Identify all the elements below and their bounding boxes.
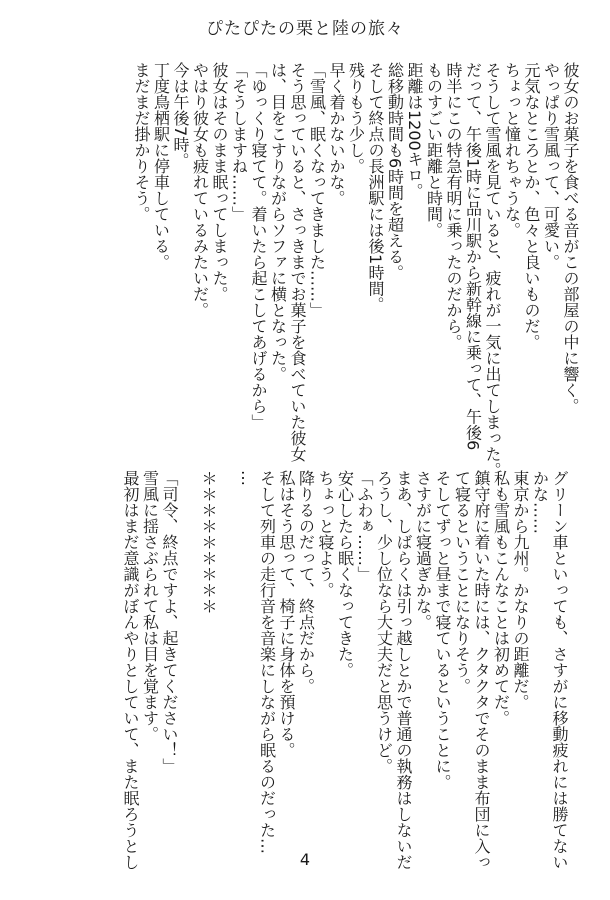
text-line: て寝るということになりそう。	[452, 470, 472, 694]
text-line: そして列車の走行音を音楽にしながら眠るのだった…	[257, 470, 277, 854]
text-line: そしてずっと昼まで寝ているということに。	[433, 470, 452, 790]
text-line: そして終点の長洲駅には後1時間。	[366, 62, 385, 313]
text-line: 「ふわぁ……」	[355, 470, 374, 582]
page-number: 4	[299, 850, 311, 869]
text-line	[218, 470, 238, 860]
text-line	[179, 470, 199, 860]
text-line: そう思っていると、さっきまでお菓子を食べていた彼女	[288, 62, 307, 462]
text-line: 「そうしますね……」	[229, 62, 249, 222]
text-line: 時半にこの特急有明に乗ったのだから。	[444, 62, 463, 350]
text-line: ＊＊＊＊＊＊＊＊＊	[199, 470, 218, 614]
text-line: …	[238, 470, 257, 486]
text-line: 距離は1200キロ。	[405, 62, 424, 199]
text-line: 東京から九州。かなりの距離だ。	[511, 470, 530, 710]
text-line: かな……	[530, 470, 550, 534]
text-line: 安心したら眠くなってきた。	[335, 470, 355, 678]
text-line: やはり彼女も疲れているみたいだ。	[190, 62, 210, 318]
text-line: 「司令、終点ですよ、起きてください！」	[160, 470, 179, 774]
text-line: 私はそう思って、椅子に身体を預ける。	[277, 470, 296, 758]
text-line: まあ、しばらくは引っ越しとかで普通の執務はしないだ	[394, 470, 413, 870]
text-line: さすがに寝過ぎかな。	[413, 470, 433, 630]
text-line: 早く着かないかな。	[327, 62, 346, 206]
text-block-upper	[132, 62, 581, 478]
text-line: 元気なところとか、色々と良いものだ。	[522, 62, 541, 350]
text-line: 降りるのだって、終点だから。	[296, 470, 316, 694]
text-line: まだまだ掛かりそう。	[132, 62, 151, 222]
text-line: 鎮守府に着いた時には、クタクタでそのまま布団に入っ	[472, 470, 491, 870]
text-line: グリーン車といっても、さすがに移動疲れには勝てない	[550, 470, 569, 870]
text-line: 残りもう少し。	[346, 62, 366, 174]
text-line: は、目をこすりながらソファに横となった。	[268, 62, 288, 382]
text-line: 総移動時間も6時間を超える。	[385, 62, 405, 281]
text-line: 雪風に揺さぶられて私は目を覚ます。	[140, 470, 160, 742]
text-line: ちょっと寝よう。	[316, 470, 335, 598]
text-line: ちょっと憧れちゃうな。	[502, 62, 522, 238]
text-line: 彼女のお菓子を食べる音がこの部屋の中に響く。	[561, 62, 580, 414]
text-line: ろうし、少し位なら大丈夫だと思うけど。	[374, 470, 394, 774]
page-title: ぴたぴたの栗と陸の旅々	[206, 19, 404, 39]
text-line: 私も雪風もこんなことは初めてだ。	[491, 470, 511, 726]
text-line: やっぱり雪風って、可愛い。	[541, 62, 561, 270]
text-line: 丁度鳥栖駅に停車している。	[151, 62, 171, 270]
text-line: 彼女はそのまま眠ってしまった。	[210, 62, 229, 302]
text-line: だって、午後1時に品川駅から新幹線に乗って、午後6	[463, 62, 483, 451]
text-line: そうして雪風を見ていると、疲れが一気に出てしまった。	[483, 62, 502, 478]
text-line: ものすごい距離と時間。	[424, 62, 444, 238]
text-line: 「雪風、眠くなってきました……」	[307, 62, 327, 318]
text-block-lower	[121, 470, 570, 870]
text-line: 今は午後7時。	[171, 62, 190, 169]
text-line: 最初はまだ意識がぼんやりとしていて、また眠ろうとし	[121, 470, 140, 870]
text-line: 「ゆっくり寝てて。着いたら起こしてあげるから」	[249, 62, 268, 430]
